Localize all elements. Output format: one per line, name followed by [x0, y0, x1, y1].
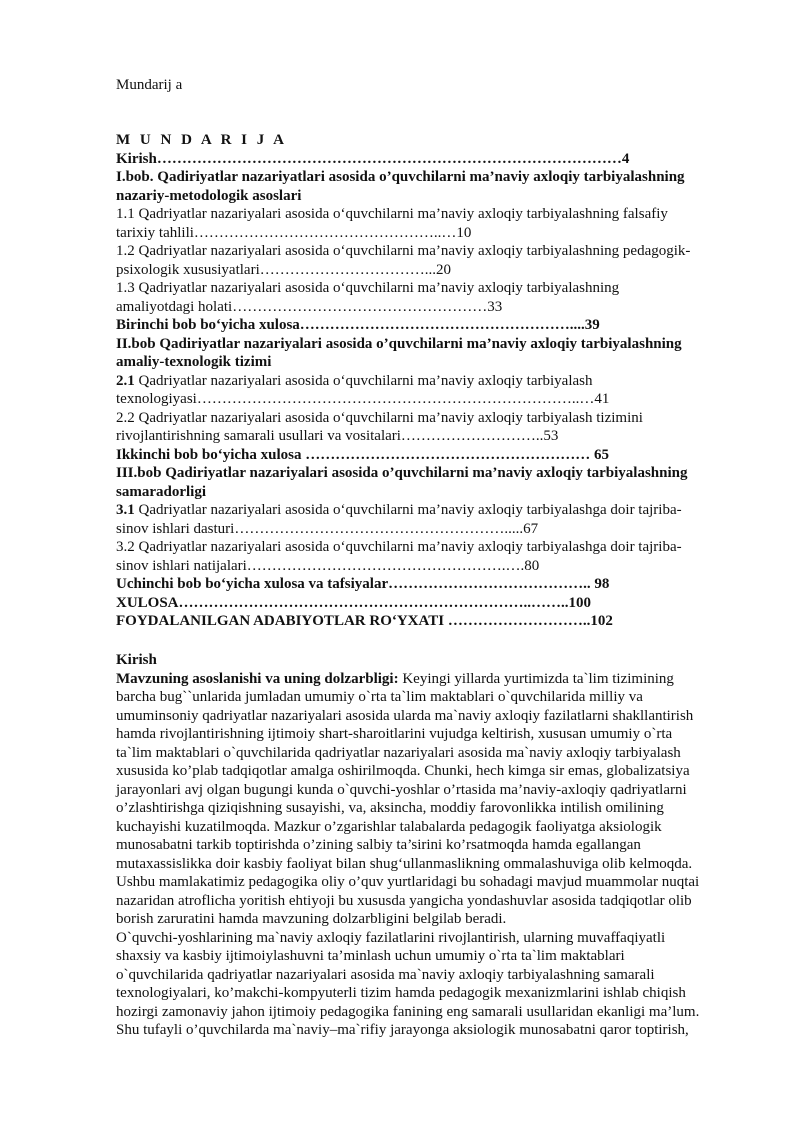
toc-entry-line [116, 557, 756, 576]
paragraph-lead: Mavzuning asoslanishi va uning dolzarbligi: [116, 670, 399, 687]
page-header: Mundarij a [116, 77, 183, 93]
toc-entry-text: nazariy-metodologik asoslari [116, 187, 302, 204]
toc-entry-line [116, 520, 756, 539]
toc-entry-line [116, 575, 756, 594]
toc-entry-line [116, 187, 756, 206]
introduction-section [116, 651, 756, 1040]
paragraph-line: o`quvchilarida qadriyatlar nazariyalari asosida ma`naviy axloqiy tarbiyalashning samarali [116, 966, 655, 983]
paragraph-text: o’zlashtirishga qiziqishning susayishi, va, aksincha, moddiy farovonlikka intilish omilining [116, 800, 664, 816]
paragraph-text: barcha bug``unlarida jumladan umumiy o`rta ta`lim maktablari o`quvchilarida milliy va [116, 689, 643, 705]
toc-entry-line [116, 353, 756, 372]
paragraph-line: O`quvchi-yoshlarining ma`naviy axloqiy fazilatlarini rivojlantirish, ularning muvaffaqiyatli [116, 929, 666, 946]
toc-entry-line [116, 261, 756, 280]
paragraph-line [116, 910, 756, 929]
toc-entry-text: 1.2 Qadriyatlar nazariyalari asosida o‘quvchilarni ma’naviy axloqiy tarbiyalashning pedagogik- [116, 243, 691, 259]
paragraph-text: umuminsoniy qadriyatlar nazariyalari asosida ularda ma`naviy axloqiy fazilatlarni shakllantirish [116, 707, 694, 724]
intro-heading: Kirish [116, 652, 157, 668]
paragraph-line: texnologiyalari, ko’makchi-kompyuterli tizim hamda pedagogik mexanizmlarini ishlab chiqish [116, 985, 686, 1001]
paragraph-text: jarayonlari avj olgan bugungi kunda o`quvchi-yoshlar o’rtasida ma’naviy-axloqiy qadriyatlarni [116, 781, 687, 798]
paragraph-text: hamda rivojlantirishning ijtimoiy shart-sharoitlarini vujudga keltirish, xususan umumiy o`rta [116, 726, 673, 742]
toc-entry-line [116, 316, 756, 335]
toc-entry-text: Birinchi bob bo‘yicha xulosa………………………………………………....39 [116, 317, 600, 333]
toc-entry-line [116, 501, 756, 520]
toc-entry-text: sinov ishlari natijalari…………………………………………….….80 [116, 557, 540, 574]
paragraph-line: shaxsiy va kasbiy ijtimoiylashuvni ta’minlash uchun umumiy o`rta ta`lim maktablari [116, 948, 625, 964]
toc-entry-line [116, 483, 756, 502]
toc-entry-text: 1.1 Qadriyatlar nazariyalari asosida o‘quvchilarni ma’naviy axloqiy tarbiyalashning falsafiy [116, 206, 668, 222]
toc-entry-line [116, 150, 756, 169]
toc-entry-text: Qadriyatlar nazariyalari asosida o‘quvchilarni ma’naviy axloqiy tarbiyalashga doir tajriba- [134, 502, 682, 518]
paragraph-text: ta`lim maktablari o`quvchilarida qadriyatlar nazariyalari asosida ma`naviy axloqiy tarbiyalash [116, 744, 681, 761]
toc-entry-line [116, 612, 756, 631]
paragraph-line [116, 892, 756, 911]
toc-entry-line [116, 409, 756, 428]
toc-title: M U N D A R I J A [116, 132, 288, 148]
toc-entry-text: Qadriyatlar nazariyalari asosida o‘quvchilarni ma’naviy axloqiy tarbiyalash [134, 372, 593, 389]
paragraph-line [116, 836, 756, 855]
toc-entry-line [116, 446, 756, 465]
toc-entry-number: 3.1 [116, 502, 135, 518]
paragraph-line [116, 873, 756, 892]
toc-entry-text: amaliy-texnologik tizimi [116, 354, 272, 370]
intro-paragraph-1 [116, 670, 756, 929]
toc-entry-line [116, 464, 756, 483]
paragraph-line [116, 762, 756, 781]
paragraph-text: nazaridan atroflicha yoritish ehtiyoji bu xususda yangicha yondashuvlar asosida tadqiqotlar olib [116, 892, 692, 909]
toc-entry-line [116, 538, 756, 557]
toc-entry-line [116, 242, 756, 261]
toc-entry-text: Uchinchi bob bo‘yicha xulosa va tafsiyalar………………………………….. 98 [116, 576, 610, 592]
paragraph-text: xususida ko’plab tadqiqotlar amalga oshirilmoqda. Chunki, hech kimga sir emas, globalizatsiya [116, 763, 690, 779]
paragraph-line [116, 818, 756, 837]
paragraph-line [116, 707, 756, 726]
toc-entry-line [116, 594, 756, 613]
toc-entry-number: 2.1 [116, 372, 135, 389]
paragraph-text: Ushbu mamlakatimiz pedagogika oliy o’quv yurtlaridagi bu sohadagi mavjud muammolar nuqtai [116, 874, 700, 890]
paragraph-line [116, 670, 756, 689]
toc-lines [116, 150, 756, 631]
toc-entry-text: sinov ishlari dasturi……………………………………………….....67 [116, 520, 539, 537]
toc-entry-line [116, 224, 756, 243]
toc-entry-text: amaliyotdagi holati……………………………………………33 [116, 298, 503, 315]
paragraph-line [116, 744, 756, 763]
paragraph-text: borish zaruratini hamda mavzuning dolzarbligini belgilab beradi. [116, 911, 507, 927]
toc-entry-text: I.bob. Qadiriyatlar nazariyatlari asosida o’quvchilarni ma’naviy axloqiy tarbiyalashning [116, 169, 685, 185]
paragraph-line: hozirgi zamonaviy jahon ijtimoiy pedagogika fanining eng samarali usullaridan ekanligi ma’lum. [116, 1003, 700, 1020]
toc-entry-text: XULOSA……………………………………………………………..……..100 [116, 594, 592, 611]
toc-entry-text: samaradorligi [116, 483, 206, 500]
toc-entry-text: psixologik xususiyatlari……………………………...20 [116, 261, 451, 278]
paragraph-text: Keyingi yillarda yurtimizda ta`lim tizimining [398, 670, 674, 687]
paragraph-text: munosabatni tarkib toptirishda o’zining salbiy ta’sirini ko’rsatmoqda hamda egallangan [116, 837, 641, 853]
toc-entry-line [116, 298, 756, 317]
paragraph-line [116, 799, 756, 818]
paragraph-text: mutaxassislikka doir kasbiy faoliyat bilan shug‘ullanmaslikning ommalashuviga olib kelmoqda. [116, 855, 693, 872]
toc-entry-line [116, 205, 756, 224]
toc-entry-line [116, 372, 756, 391]
toc-entry-line [116, 335, 756, 354]
toc-entry-text: FOYDALANILGAN ADABIYOTLAR RO‘YXATI ………………………..102 [116, 613, 613, 629]
table-of-contents [116, 131, 756, 631]
toc-entry-text: Kirish…………………………………………………………………………………4 [116, 150, 630, 167]
toc-entry-text: 2.2 Qadriyatlar nazariyalari asosida o‘quvchilarni ma’naviy axloqiy tarbiyalash tizimini [116, 409, 643, 426]
paragraph-line: Shu tufayli o’quvchilarda ma`naviy–ma`rifiy jarayonga aksiologik munosabatni qaror toptirish, [116, 1022, 689, 1038]
paragraph-line [116, 781, 756, 800]
intro-paragraph-2 [116, 929, 756, 1040]
paragraph-line [116, 725, 756, 744]
toc-entry-text: tarixiy tahlili…………………………………………..…10 [116, 224, 472, 241]
paragraph-line [116, 688, 756, 707]
toc-entry-text: 1.3 Qadriyatlar nazariyalari asosida o‘quvchilarni ma’naviy axloqiy tarbiyalashning [116, 280, 620, 296]
toc-entry-text: texnologiyasi…………………………………………………………………..…41 [116, 391, 610, 407]
paragraph-text: kuchayishi kuzatilmoqda. Mazkur o’zgarishlar talabalarda pedagogik faoliyatga aksiologik [116, 818, 662, 835]
toc-entry-line [116, 168, 756, 187]
toc-entry-line [116, 390, 756, 409]
toc-entry-text: III.bob Qadiriyatlar nazariyalari asosida o’quvchilarni ma’naviy axloqiy tarbiyalashning [116, 465, 688, 481]
paragraph-line [116, 855, 756, 874]
toc-entry-text: rivojlantirishning samarali usullari va vositalari………………………..53 [116, 428, 559, 444]
toc-entry-text: Ikkinchi bob bo‘yicha xulosa ………………………………………………… 65 [116, 446, 609, 463]
toc-entry-text: 3.2 Qadriyatlar nazariyalari asosida o‘quvchilarni ma’naviy axloqiy tarbiyalashga doir tajriba- [116, 539, 682, 555]
toc-entry-text: II.bob Qadiriyatlar nazariyalari asosida o’quvchilarni ma’naviy axloqiy tarbiyalashning [116, 335, 682, 352]
toc-entry-line [116, 427, 756, 446]
toc-entry-line [116, 279, 756, 298]
